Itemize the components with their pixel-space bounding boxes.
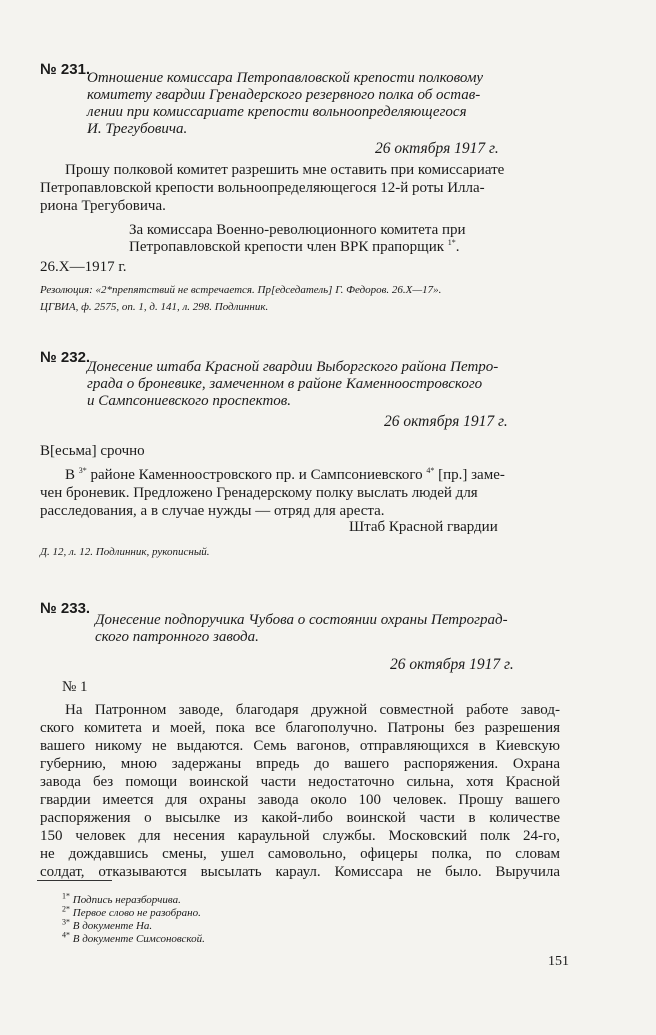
doc-title-line: ского патронного завода. [95, 629, 259, 645]
body-line: риона Трегубовича. [40, 198, 166, 214]
doc-date-line: 26.X—1917 г. [40, 259, 127, 275]
body-line: Прошу полковой комитет разрешить мне оставить при комиссариате [65, 162, 505, 178]
body-line: губернию, мною задержаны впредь до вашего распоряжения. Охрана [40, 757, 560, 772]
footnote-ref: 3* [78, 466, 87, 475]
footnote: $^{4*}$ В документе Симсоновской. [62, 930, 205, 945]
urgency-note: В[есьма] срочно [40, 443, 145, 459]
report-number: № 1 [62, 679, 88, 695]
footnote: $^{3*}$ В документе На. [62, 917, 153, 932]
doc-date: 26 октября 1917 г. [390, 656, 514, 673]
body-line: распоряжения о высылке из какой-либо воинской части в количестве [40, 811, 560, 826]
doc-number: № 231. [40, 61, 91, 78]
signature-line: Штаб Красной гвардии [349, 519, 498, 535]
body-line: солдат, отказываются высылать караул. Комиссара не было. Выручила [40, 865, 560, 880]
doc-title-line: града о броневике, замеченном в районе Каменноостровского [87, 376, 483, 392]
body-line: не дождавшись смены, ушел самовольно, офицеры полка, по словам [40, 847, 560, 862]
body-line: вашего никому не выдаются. Семь вагонов, отправляющихся в Киевскую [40, 739, 560, 754]
archive-source: ЦГВИА, ф. 2575, оп. 1, д. 141, л. 298. Подлинник. [40, 301, 269, 313]
body-line: расследования, а в случае нужды — отряд для ареста. [40, 503, 385, 519]
doc-title-line: комитету гвардии Гренадерского резервного полка об остав- [87, 87, 481, 103]
archive-source: Д. 12, л. 12. Подлинник, рукописный. [40, 546, 210, 558]
body-line: В $^{3*}$ районе Каменноостровского пр. и Сампсониевского $^{4*}$ [пр.] заме- [65, 466, 505, 483]
body-line: завода без помощи воинской части недостаточно сильна, хотя Красной [40, 775, 560, 790]
footnote: $^{1*}$ Подпись неразборчива. [62, 891, 181, 906]
footnote-ref: 1* [447, 238, 456, 247]
doc-title-line: Отношение комиссара Петропавловской крепости полковому [87, 70, 484, 86]
body-line: 150 человек для несения караульной службы. Московский полк 24-го, [40, 829, 560, 844]
body-line: На Патронном заводе, благодаря дружной совместной работе завод- [65, 703, 560, 718]
doc-title-line: Донесение подпоручика Чубова о состоянии охраны Петроград- [95, 612, 508, 628]
doc-date: 26 октября 1917 г. [384, 413, 508, 430]
body-line: чен броневик. Предложено Гренадерскому полку выслать людей для [40, 485, 478, 501]
footnote-ref: 4* [426, 466, 435, 475]
signature-line: За комиссара Военно-революционного комитета при [129, 222, 466, 238]
resolution: Резолюция: «2*препятствий не встречается. Пр[едседатель] Г. Федоров. 26.X—17». [40, 284, 442, 296]
footnote-divider [37, 880, 112, 881]
body-line: Петропавловской крепости вольноопределяющегося 12-й роты Илла- [40, 180, 485, 196]
doc-date: 26 октября 1917 г. [375, 140, 499, 157]
doc-number: № 233. [40, 600, 91, 617]
body-line: ского комитета и моей, пока все благополучно. Патроны без разрешения [40, 721, 560, 736]
doc-title-line: лении при комиссариате крепости вольноопределяющегося [87, 104, 467, 120]
page-number: 151 [548, 954, 569, 969]
doc-number: № 232. [40, 349, 91, 366]
footnote: $^{2*}$ Первое слово не разобрано. [62, 904, 201, 919]
doc-title-line: И. Трегубовича. [87, 121, 188, 137]
doc-title-line: Донесение штаба Красной гвардии Выборгского района Петро- [87, 359, 499, 375]
signature-line: Петропавловской крепости член ВРК прапорщик $^{1*}$. [129, 238, 460, 255]
body-line: гвардии имеется для охраны завода около 100 человек. Прошу вашего [40, 793, 560, 808]
doc-title-line: и Сампсониевского проспектов. [87, 393, 292, 409]
